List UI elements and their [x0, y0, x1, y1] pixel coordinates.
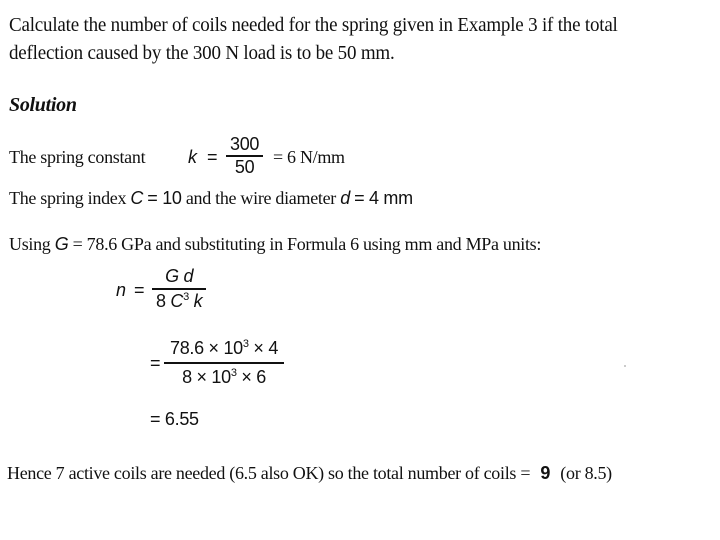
spring-constant-fraction [226, 134, 263, 178]
formula-lhs: n [116, 280, 126, 300]
formula-fraction [152, 266, 206, 312]
substitution-numerator: $78.6 \times 10^3 \times 4$ [170, 338, 279, 358]
spring-constant-symbol: k [188, 147, 197, 167]
solution-heading: Solution [9, 94, 77, 116]
conclusion-text: Hence 7 active coils are needed (6.5 also OK) so the total number of coils = [7, 463, 531, 483]
using-text: = 78.6 GPa and substituting in Formula 6 using mm and MPa units: [72, 234, 542, 254]
spring-index-symbol: C [130, 188, 144, 208]
wire-diameter-symbol: d [340, 188, 350, 208]
spring-index-label: The spring index [9, 188, 127, 208]
spring-index-value: = 10 [147, 188, 182, 208]
spring-constant-result: = 6 N/mm [273, 147, 345, 167]
fraction-denominator: 50 [234, 156, 255, 177]
answer-alternative: (or 8.5) [560, 463, 612, 483]
substitution-denominator: $8 \times 10^3 \times 6$ [182, 366, 266, 387]
spring-index-line [9, 188, 413, 209]
wire-diameter-value: = 4 mm [354, 188, 413, 208]
substitution-equals: = [150, 353, 161, 373]
using-label: Using [9, 234, 51, 254]
formula-denominator: 8 $C^3$ k [156, 290, 203, 311]
modulus-symbol: G [54, 234, 69, 254]
problem-line-1: Calculate the number of coils needed for the spring given in Example 3 if the total [9, 14, 618, 37]
scan-speck [624, 365, 626, 367]
spring-constant-label: The spring constant [9, 147, 146, 167]
using-line [9, 234, 541, 255]
problem-line-2: deflection caused by the 300 N load is to be 50 mm. [9, 42, 395, 65]
formula-numerator: G d [165, 266, 194, 286]
wire-diameter-label: and the wire diameter [185, 188, 336, 208]
answer-value: 9 [540, 463, 551, 483]
conclusion-line [7, 463, 612, 484]
spring-constant-equals: = [207, 147, 218, 167]
substitution-fraction [164, 338, 284, 388]
result-value: = 6.55 [150, 409, 199, 429]
formula-equals: = [134, 280, 145, 300]
fraction-numerator: 300 [230, 134, 260, 154]
